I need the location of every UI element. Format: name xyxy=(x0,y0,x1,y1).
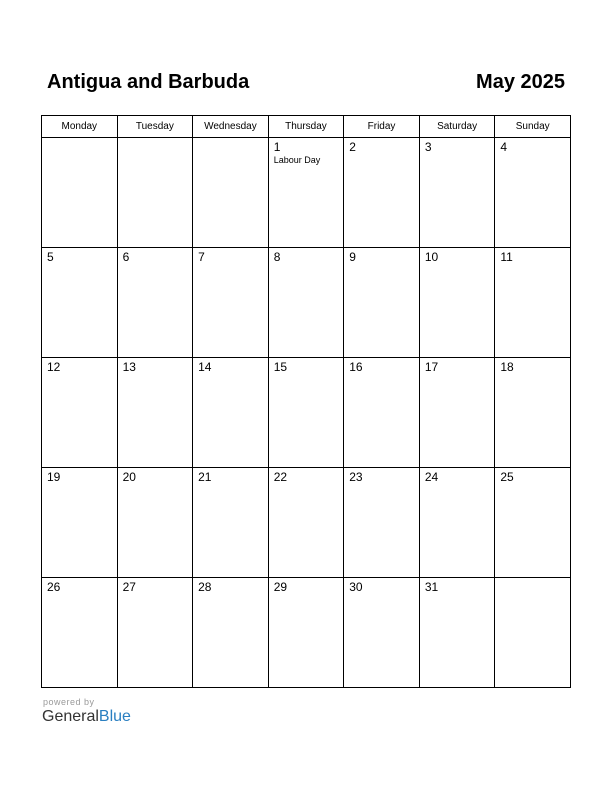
day-cell xyxy=(42,468,118,578)
weekday-saturday: Saturday xyxy=(419,116,495,138)
country-title: Antigua and Barbuda xyxy=(47,71,250,93)
day-number: 17 xyxy=(424,360,439,374)
holiday-label: Labour Day xyxy=(273,155,321,165)
day-cell xyxy=(495,248,571,358)
month-year-title: May 2025 xyxy=(476,71,565,93)
day-cell xyxy=(42,138,118,248)
week-row xyxy=(42,138,571,248)
day-number: 18 xyxy=(500,360,514,374)
day-cell xyxy=(419,248,495,358)
day-number: 27 xyxy=(122,580,136,594)
day-cell xyxy=(193,468,269,578)
day-number xyxy=(495,578,570,581)
brand-general: General xyxy=(42,708,99,725)
weekday-sunday: Sunday xyxy=(495,116,571,138)
day-cell xyxy=(419,358,495,468)
day-number: 2 xyxy=(349,140,356,154)
day-cell xyxy=(193,358,269,468)
day-number: 19 xyxy=(47,470,61,484)
day-cell xyxy=(117,248,193,358)
day-cell xyxy=(419,468,495,578)
day-number: 13 xyxy=(122,360,136,374)
week-row xyxy=(42,468,571,578)
weekday-header-row xyxy=(42,116,571,138)
day-number: 7 xyxy=(198,250,205,264)
day-number: 28 xyxy=(198,580,212,594)
day-number: 1 xyxy=(273,140,281,154)
day-number: 22 xyxy=(273,470,288,484)
day-cell xyxy=(268,358,344,468)
week-row xyxy=(42,248,571,358)
day-cell xyxy=(344,578,420,688)
day-number: 29 xyxy=(273,580,288,594)
generalblue-logo[interactable] xyxy=(42,708,131,726)
day-cell xyxy=(344,358,420,468)
day-number: 20 xyxy=(122,470,136,484)
day-number: 12 xyxy=(47,360,61,374)
calendar-grid xyxy=(41,115,571,688)
weekday-wednesday: Wednesday xyxy=(193,116,269,138)
day-cell xyxy=(193,248,269,358)
day-cell xyxy=(419,578,495,688)
day-cell xyxy=(344,468,420,578)
day-number: 6 xyxy=(122,250,130,264)
day-number: 24 xyxy=(424,470,439,484)
day-cell xyxy=(42,358,118,468)
day-number xyxy=(42,138,117,141)
day-cell xyxy=(268,248,344,358)
day-number: 11 xyxy=(500,250,513,264)
day-number: 3 xyxy=(424,140,432,154)
day-cell xyxy=(495,138,571,248)
day-cell xyxy=(268,468,344,578)
day-number: 9 xyxy=(349,250,356,264)
day-number: 25 xyxy=(500,470,514,484)
day-number: 4 xyxy=(500,140,508,154)
day-cell xyxy=(419,138,495,248)
day-cell xyxy=(344,248,420,358)
week-row xyxy=(42,578,571,688)
day-number: 16 xyxy=(349,360,363,374)
day-number xyxy=(193,138,268,141)
day-number: 15 xyxy=(273,360,288,374)
weekday-tuesday: Tuesday xyxy=(117,116,193,138)
brand-blue: Blue xyxy=(98,708,131,725)
day-number: 14 xyxy=(198,360,212,374)
day-number: 5 xyxy=(47,250,54,264)
day-cell xyxy=(268,138,344,248)
day-number: 10 xyxy=(424,250,439,264)
day-cell xyxy=(193,138,269,248)
day-cell xyxy=(268,578,344,688)
day-cell xyxy=(42,248,118,358)
day-cell xyxy=(117,468,193,578)
day-cell xyxy=(42,578,118,688)
day-number: 8 xyxy=(273,250,281,264)
weekday-thursday: Thursday xyxy=(268,116,344,138)
day-cell xyxy=(117,578,193,688)
day-number: 26 xyxy=(47,580,61,594)
day-number: 30 xyxy=(349,580,363,594)
day-cell xyxy=(344,138,420,248)
day-cell xyxy=(193,578,269,688)
day-number: 21 xyxy=(198,470,212,484)
day-cell xyxy=(495,358,571,468)
day-cell xyxy=(117,138,193,248)
powered-by-text: powered by xyxy=(43,697,95,707)
day-number: 23 xyxy=(349,470,363,484)
weekday-monday: Monday xyxy=(42,116,118,138)
day-number: 31 xyxy=(424,580,439,594)
day-cell xyxy=(495,468,571,578)
day-cell xyxy=(117,358,193,468)
day-number xyxy=(118,138,193,141)
day-cell xyxy=(495,578,571,688)
week-row xyxy=(42,358,571,468)
weekday-friday: Friday xyxy=(344,116,420,138)
